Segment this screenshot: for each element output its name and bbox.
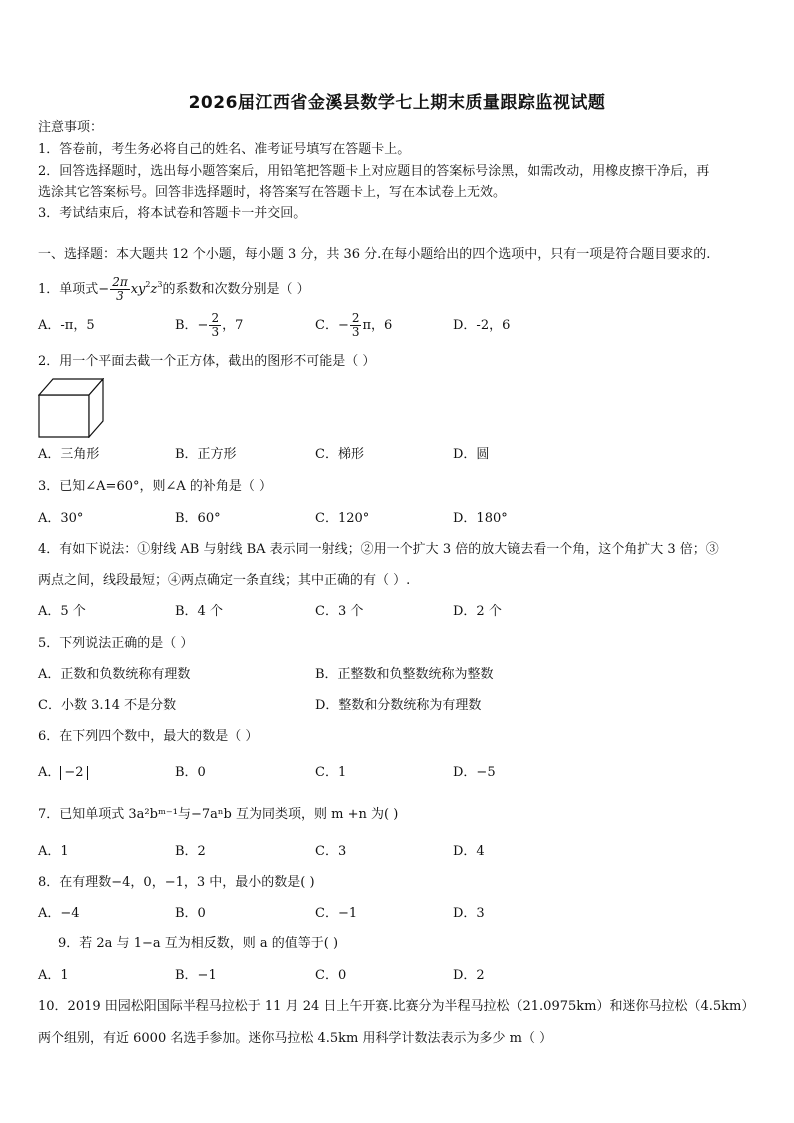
q1-exp-y: 2 <box>145 280 151 289</box>
q1-option-c <box>315 312 392 339</box>
q5-option-d: D．整数和分数统称为有理数 <box>315 698 482 713</box>
q3-option-d: D．180° <box>453 511 508 526</box>
q1-minus: − <box>98 282 110 297</box>
q2-option-a: A．三角形 <box>38 447 100 462</box>
notice-item-1: 1．答卷前，考生务必将自己的姓名、准考证号填写在答题卡上。 <box>38 142 411 157</box>
q7-option-c: C．3 <box>315 844 347 859</box>
question-7-stem: 7．已知单项式 3a²bᵐ⁻¹与−7aⁿb 互为同类项，则 m +n 为( ) <box>38 807 399 822</box>
q8-option-c: C．−1 <box>315 906 358 921</box>
section-heading: 一、选择题：本大题共 12 个小题，每小题 3 分，共 36 分.在每小题给出的四个选项中，只有一项是符合题目要求的. <box>38 247 711 262</box>
q1-term: xy <box>130 282 146 297</box>
question-10-line-2: 两个组别，有近 6000 名选手参加。迷你马拉松 4.5km 用科学计数法表示为多少 m（ ） <box>38 1031 553 1046</box>
q1-coefficient-fraction <box>110 276 130 303</box>
q3-option-b: B．60° <box>175 511 221 526</box>
q1-c-tail: π，6 <box>362 318 393 333</box>
q7-option-d: D．4 <box>453 844 485 859</box>
q1-option-a: A．-π，5 <box>38 318 95 333</box>
q7-option-b: B．2 <box>175 844 206 859</box>
q1-c-num: 2 <box>351 311 360 325</box>
q9-option-c: C．0 <box>315 968 347 983</box>
cube-figure <box>38 378 104 438</box>
q1-frac-num: 2π <box>112 275 128 289</box>
question-4-line-2: 两点之间，线段最短；④两点确定一条直线；其中正确的有（ ）. <box>38 573 411 588</box>
q8-option-b: B．0 <box>175 906 206 921</box>
q1-b-den: 3 <box>211 325 220 339</box>
q1-c-label: C．− <box>315 318 349 333</box>
question-3-stem: 3．已知∠A=60°，则∠A 的补角是（ ） <box>38 479 273 494</box>
notice-heading: 注意事项： <box>38 120 104 135</box>
q8-option-a: A．−4 <box>38 906 80 921</box>
q1-b-label: B．− <box>175 318 209 333</box>
q2-option-c: C．梯形 <box>315 447 364 462</box>
question-2-stem: 2．用一个平面去截一个正方体，截出的图形不可能是（ ） <box>38 354 376 369</box>
exam-title: 2026届江西省金溪县数学七上期末质量跟踪监视试题 <box>188 93 606 113</box>
q3-option-c: C．120° <box>315 511 370 526</box>
question-9-stem: 9．若 2a 与 1−a 互为相反数，则 a 的值等于( ) <box>58 936 339 951</box>
q4-option-d: D．2 个 <box>453 604 502 619</box>
question-1-stem <box>38 276 310 303</box>
notice-item-2-cont: 选涂其它答案标号。回答非选择题时，将答案写在答题卡上，写在本试卷上无效。 <box>38 185 507 200</box>
question-6-stem: 6．在下列四个数中，最大的数是（ ） <box>38 729 259 744</box>
q4-option-c: C．3 个 <box>315 604 364 619</box>
q2-option-b: B．正方形 <box>175 447 237 462</box>
q6-a-abs-value: −2 <box>60 766 87 780</box>
q4-option-b: B．4 个 <box>175 604 223 619</box>
q5-option-c: C．小数 3.14 不是分数 <box>38 698 177 713</box>
q6-option-c: C．1 <box>315 765 347 780</box>
question-10-line-1: 10．2019 田园松阳国际半程马拉松于 11 月 24 日上午开赛.比赛分为半程马拉松（21.0975km）和迷你马拉松（4.5km） <box>38 999 755 1014</box>
cube-front-face <box>39 395 89 437</box>
q1-exp-z: 3 <box>157 280 163 289</box>
q5-option-b: B．正整数和负整数统称为整数 <box>315 667 494 682</box>
q9-option-b: B．−1 <box>175 968 217 983</box>
q6-a-label: A． <box>38 765 61 780</box>
q1-option-d: D．-2，6 <box>453 318 511 333</box>
q7-option-a: A．1 <box>38 844 69 859</box>
q4-option-a: A．5 个 <box>38 604 86 619</box>
q1-b-fraction <box>209 312 221 339</box>
q3-option-a: A．30° <box>38 511 84 526</box>
question-4-line-1: 4．有如下说法：①射线 AB 与射线 BA 表示同一射线；②用一个扩大 3 倍的放大镜去看一个角，这个角扩大 3 倍；③ <box>38 542 719 557</box>
q5-option-a: A．正数和负数统称有理数 <box>38 667 191 682</box>
q1-frac-den: 3 <box>116 289 124 303</box>
q1-z: z <box>150 282 158 297</box>
q1-c-den: 3 <box>351 325 360 339</box>
q9-option-a: A．1 <box>38 968 69 983</box>
q6-option-b: B．0 <box>175 765 206 780</box>
q9-option-d: D．2 <box>453 968 485 983</box>
q1-b-num: 2 <box>211 311 220 325</box>
q1-option-b <box>175 312 243 339</box>
notice-item-3: 3．考试结束后，将本试卷和答题卡一并交回。 <box>38 206 307 221</box>
q2-option-d: D．圆 <box>453 447 490 462</box>
q6-option-a <box>38 764 88 782</box>
question-8-stem: 8．在有理数−4，0，−1，3 中，最小的数是( ) <box>38 875 315 890</box>
notice-item-2: 2．回答选择题时，选出每小题答案后，用铅笔把答题卡上对应题目的答案标号涂黑，如需改动，用橡皮擦干净后，再 <box>38 164 710 179</box>
q6-option-d: D．−5 <box>453 765 496 780</box>
q1-b-tail: ，7 <box>222 318 244 333</box>
q8-option-d: D．3 <box>453 906 485 921</box>
q1-suffix: 的系数和次数分别是（ ） <box>162 282 310 297</box>
question-5-stem: 5．下列说法正确的是（ ） <box>38 636 194 651</box>
q1-c-fraction <box>350 312 362 339</box>
q1-prefix: 1．单项式 <box>38 282 99 297</box>
